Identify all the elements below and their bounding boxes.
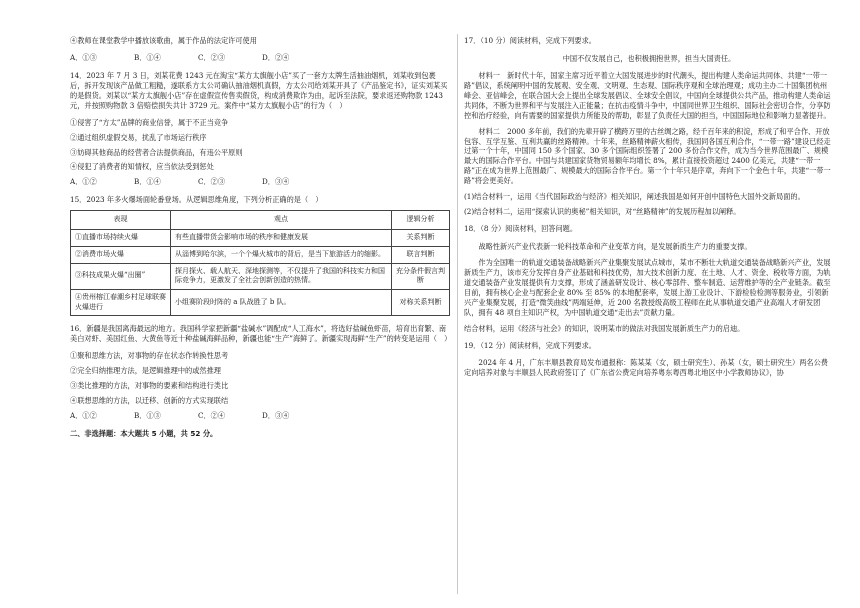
q16-item-4: ④联想思维的方法，以迁移、创新的方式实现联结: [70, 395, 229, 405]
table-header: 观点: [171, 211, 392, 230]
q14-option-d: D．③④: [262, 177, 290, 187]
q16-item-1: ①聚和思维方法，对事物的存在状态作转换性思考: [70, 351, 229, 361]
table-cell: ④贵州榕江春潮乡村足球联赛火爆进行: [71, 289, 171, 315]
table-cell: 充分条件假言判断: [392, 263, 450, 289]
q17-material-1: 材料一 新时代十年，国家主席习近平着立大国发展进步的时代潮头，提出构建人类命运共同体、共建“一带一路”倡议，系统阐明中国的发展观、安全观、文明观、生态观、国际秩序观和全球治理观；成功主办二十国集团杭州峰会、亚信峰会，在联合国大会上提出全球发展倡议、全球安全倡议，中国向全球提供公共产品，推动构建人类命运共同体，不断为世界和平与发展注入正能量；在抗击疫情斗争中，中国同世界卫生组织、国际社会密切合作，分享防控和治疗经验，向有需要的国家提供力所能及的帮助，彰显了负责任大国的担当，中国国际地位和影响力显著提升。: [464, 70, 831, 120]
q15-stem: 15．2023 年多火爆场面轮番登场。从逻辑思维角度，下列分析正确的是（ ）: [70, 195, 323, 205]
table-cell: 对称关系判断: [392, 289, 450, 315]
q16-stem: 16．新疆是我国离海最远的地方。我国科学家把新疆“盐碱水”调配成“人工海水”，将选好盐碱鱼虾苗，培育出育繁、南美白对虾、美国红鱼、大黄鱼等近十种盐碱海鲜品种，新疆也能“生产”海鲜了。新疆实现海鲜“生产”的转变是运用（ ）: [70, 324, 452, 344]
q14-stem: 14．2023 年 7 月 3 日，刘某花费 1243 元在淘宝“某方太旗舰小店”买了一套方太牌生活抽油烟机，刘某收到包裹后，拆开发现该产品做工粗糙，遂联系方太公司确认抽油烟机真假，方太公司给刘某开具了《产品鉴定书》，证实刘某买的是假货。刘某以“某方太旗舰小店”存在虚假宣传售卖假货，构成消费欺诈为由，起诉至法院，要求返还购物款 1243 元，并按照购物款 3 倍赔偿损失共计 3729 元。案件中“某方太旗舰小店”的行为（ ）: [70, 70, 448, 110]
q14-option-c: C．②③: [198, 177, 226, 187]
q13-option-b: B．①④: [134, 52, 161, 62]
q16-option-b: B．①③: [134, 410, 161, 420]
q17-title: 中国不仅发展自己，也积极拥抱世界，担当大国责任。: [562, 53, 736, 63]
q15-table: [70, 210, 450, 316]
q14-option-a: A．①②: [70, 177, 97, 187]
table-cell: ①直播市场持续火爆: [71, 230, 171, 247]
column-divider: [457, 34, 458, 594]
q16-option-c: C．②④: [198, 410, 226, 420]
q18-requirement: 结合材料，运用《经济与社会》的知识，说明某市的做法对我国发展新质生产力的启迪。: [464, 323, 745, 333]
right-column: [464, 36, 834, 384]
q14-item-2: ②通过组织虚假交易，扰乱了市场运行秩序: [70, 132, 207, 142]
q17-heading: 17．（10 分）阅读材料，完成下列要求。: [464, 36, 596, 45]
section-heading: 二、非选择题：本大题共 5 小题，共 52 分。: [70, 428, 218, 438]
q13-option-d: D．②④: [262, 52, 290, 62]
q18-body: 作为全国唯一的轨道交通装备战略新兴产业集聚发展试点城市，某市不断壮大轨道交通装备战略新兴产业，发展新质生产力，该市充分发挥自身产业基础和科技优势，加大技术创新力度、在土地、人才、资金、税收等方面，为轨道交通装备产业发展提供有力支撑，形成了涵盖研发设计、核心零部件、整车制造、运营维护等的全产业链条。截至目前，拥有核心企业与配套企业 80% 至 85% 的本地配套率，发展上游工业设计、下游检验检测等服务业，引领新兴产业集聚发展，打造“微笑曲线”两端延伸，近 200 名教授级高级工程师在此从事轨道交通产业高端人才研发团队，拥有 48 项自主知识产权，为中国轨道交通“走出去”贡献力量。: [464, 257, 831, 317]
q17-material-2: 材料二 2000 多年前，我们的先辈开辟了横跨万里的古丝绸之路，经千百年来的积淀，形成了和平合作、开放包容、互学互鉴、互利共赢的丝路精神。十年来，丝路精神薪火相传，我国同各国互利合作，“一带一路”建设已经走过第一个十年，中国同 150 多个国家、30 多个国际组织签署了 200 多份合作文件，成为当今世界范围最广、规模最大的国际合作平台。中国与共建国家货物贸易额年均增长 8%，累计直接投资超过 2400 亿美元，共建“一带一路”正在成为世界上范围最广、规模最大的国际合作平台。第一个十年只是序章，奔向下一个金色十年，共建“一带一路”将会更美好。: [464, 126, 831, 186]
q17-requirement-2: (2)结合材料二，运用“探索认识的奥秘”相关知识，对“丝路精神”的发展历程加以阐释。: [464, 207, 741, 217]
q13-options: [70, 53, 450, 63]
q13-option-a: A．①③: [70, 52, 97, 62]
table-row: [71, 230, 450, 247]
table-cell: 关系判断: [392, 230, 450, 247]
q14-item-4: ④侵犯了消费者的知情权，应当依法受到惩处: [70, 162, 214, 172]
q19-heading: 19．（12 分）阅读材料，完成下列要求。: [464, 340, 596, 350]
q13-option-c: C．②③: [198, 52, 226, 62]
table-cell: 小组赛阶段时阵的 a 队战胜了 b 队。: [171, 289, 392, 315]
table-cell: ②消费市场火爆: [71, 246, 171, 263]
q14-item-3: ③妨碍其他商品的经营者合法提供商品，有违公平原则: [70, 147, 243, 157]
table-row: [71, 263, 450, 289]
table-row: [71, 246, 450, 263]
table-cell: 联言判断: [392, 246, 450, 263]
q17-requirement-1: (1)结合材料一，运用《当代国际政治与经济》相关知识，阐述我国是如何开创中国特色大国外交新局面的。: [464, 192, 805, 202]
q13-item-4: ④教师在课堂教学中播放该歌曲，属于作品的法定许可使用: [70, 36, 257, 45]
q18-heading: 18．（8 分）阅读材料，回答问题。: [464, 224, 578, 234]
q16-item-3: ③类比推理的方法，对事物的要素和结构进行类比: [70, 380, 229, 390]
table-header: 逻辑分析: [392, 211, 450, 230]
table-cell: 从淄博到哈尔滨，一个个爆火城市的背后，是当下旅游活力的缩影。: [171, 246, 392, 263]
q16-option-d: D．③④: [262, 410, 290, 420]
left-column: [70, 36, 450, 446]
q16-options: [70, 411, 450, 421]
q18-title: 战略性新兴产业代表新一轮科技革命和产业变革方向，是发展新质生产力的重要支撑。: [478, 242, 752, 251]
table-cell: 有些直播带货会影响市场的秩序和健康发展: [171, 230, 392, 247]
table-cell: ③科技成果火爆“出圈”: [71, 263, 171, 289]
q14-item-1: ①侵害了“方太”品牌的商业信誉，属于不正当竞争: [70, 117, 229, 127]
table-header-row: [71, 211, 450, 230]
q16-item-2: ②完全归纳推理方法，是逻辑推理中的或然推理: [70, 366, 221, 375]
table-row: [71, 289, 450, 315]
q16-option-a: A．①②: [70, 410, 97, 420]
table-cell: 探月探火、载人航天、深地探测等，不仅提升了我国的科技实力和国际竞争力，更激发了全社会创新创造的热情。: [171, 263, 392, 289]
q19-body: 2024 年 4 月，广东丰顺县教育局发布通报称：陈某某（女，硕士研究生）、孙某（女，硕士研究生）两名公费定向培养对象与丰顺县人民政府签订了《广东省公费定向培养粤东粤西粤北地区中小学教师协议》，协: [464, 358, 828, 378]
q14-options: [70, 177, 450, 187]
q14-option-b: B．①④: [134, 177, 161, 187]
table-header: 表现: [71, 211, 171, 230]
